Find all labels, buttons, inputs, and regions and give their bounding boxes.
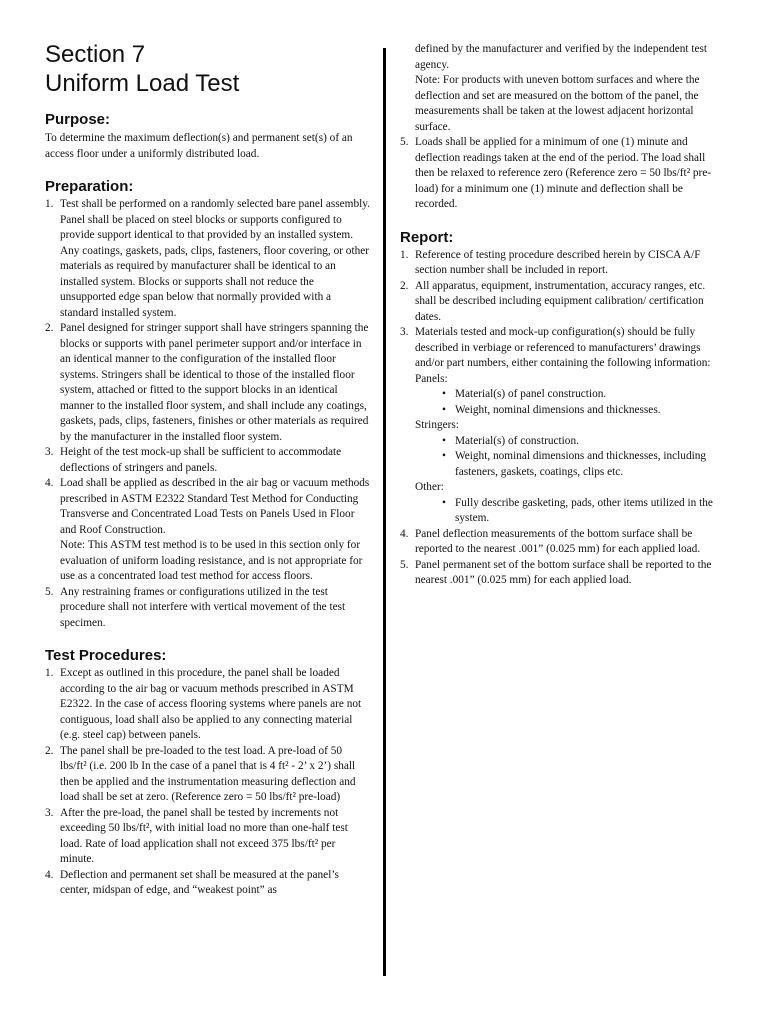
list-item — [45, 197, 370, 321]
item-text: Panel permanent set of the bottom surface shall be reported to the nearest .001” (0.025 mm) for each applied load. — [415, 558, 712, 586]
item-text: All apparatus, equipment, instrumentation, accuracy ranges, etc. shall be described including equipment calibration/ certification dates. — [415, 279, 706, 323]
bullet-item — [400, 434, 722, 450]
item-number: 5. — [45, 585, 54, 598]
list-item — [400, 135, 722, 213]
group-label-other: Other: — [415, 481, 444, 493]
list-item — [400, 325, 722, 372]
bullet-text: Material(s) of construction. — [455, 434, 579, 447]
item-text: The panel shall be pre-loaded to the test load. A pre-load of 50 lbs/ft² (i.e. 200 lb In the case of a panel that is 4 ft² - 2’ x 2’) shall then be applied and the instrumentation measuring deflection and load shall be set at zero. (Reference zero = 50 lbs/ft² pre-load) — [60, 744, 356, 803]
item-text-part-2: defined by the manufacturer and verified by the independent test agency. — [415, 43, 708, 71]
list-item — [400, 558, 722, 589]
item-note: Note: For products with uneven bottom surfaces and where the deflection and set are measured on the bottom of the panel, the measurements shall be taken at the lowest adjacent horizontal surface. — [415, 74, 700, 133]
bullet-item — [400, 403, 722, 419]
bullet-icon: • — [442, 496, 446, 509]
list-item — [45, 666, 370, 744]
list-item — [400, 248, 722, 279]
item-number: 5. — [400, 558, 409, 571]
item-number: 5. — [400, 136, 409, 148]
list-item — [400, 279, 722, 326]
item-text: Except as outlined in this procedure, the panel shall be loaded according to the air bag or vacuum methods prescribed in ASTM E2322. In the case of access flooring systems where panels are not contiguous, load shall also be applied to any connecting material (e.g. steel cap) between panels. — [60, 667, 362, 741]
list-item — [45, 585, 370, 632]
report-list — [400, 248, 722, 589]
purpose-heading: Purpose: — [45, 111, 111, 128]
bullet-item — [400, 387, 722, 403]
item-text: After the pre-load, the panel shall be tested by increments not exceeding 50 lbs/ft², with initial load no more than one-half test load. Rate of load application shall not exceed 375 lbs/ft² per minute. — [60, 806, 348, 865]
preparation-heading: Preparation: — [45, 178, 134, 195]
item-number: 1. — [400, 248, 409, 261]
item-number: 3. — [45, 446, 54, 458]
bullet-text: Material(s) of panel construction. — [455, 388, 607, 400]
item-number: 4. — [400, 527, 409, 540]
list-item — [45, 321, 370, 445]
item-text: Load shall be applied as described in the air bag or vacuum methods prescribed in ASTM E2322 Standard Test Method for Conducting Transverse and Concentrated Load Tests on Panels Used in Floor and Roof Construction. — [60, 477, 370, 536]
item-number: 2. — [45, 322, 54, 334]
bullet-item — [400, 449, 722, 480]
test-procedures-list — [45, 666, 370, 899]
column-divider — [383, 48, 386, 976]
list-item — [400, 527, 722, 558]
item-number: 3. — [400, 326, 409, 338]
section-title: Uniform Load Test — [45, 70, 240, 97]
list-item-continued — [400, 42, 722, 135]
item-text: Any restraining frames or configurations utilized in the test procedure shall not interfere with vertical movement of the test specimen. — [60, 585, 346, 629]
item-text: Test shall be performed on a randomly selected bare panel assembly. Panel shall be placed on steel blocks or supports configured to provide support identical to that provided by an installed system. Any coatings, gaskets, pads, clips, fasteners, floor covering, or other materials as required by manufacturer shall be identical to an installed system. Blocks or supports shall not reduce the unsupported edge span below that normally provided with a standard installed system. — [60, 198, 370, 319]
item-text: Reference of testing procedure described herein by CISCA A/F section number shall be included in report. — [415, 248, 701, 276]
item-number: 2. — [400, 279, 409, 292]
group-label-panels: Panels: — [415, 372, 448, 385]
bullet-text: Weight, nominal dimensions and thicknesses. — [455, 403, 661, 416]
bullet-icon: • — [442, 450, 446, 462]
item-text: Panel deflection measurements of the bottom surface shall be reported to the nearest .001” (0.025 mm) for each applied load. — [415, 527, 701, 555]
list-item — [45, 476, 370, 585]
test-procedures-continued — [400, 42, 722, 213]
section-label: Section 7 — [45, 41, 146, 68]
list-item — [45, 868, 370, 899]
item-number: 3. — [45, 806, 54, 819]
preparation-list — [45, 197, 370, 631]
item-text: Height of the test mock-up shall be sufficient to accommodate deflections of stringers and panels. — [60, 446, 342, 474]
bullet-item — [400, 496, 722, 527]
item-text-part-1: Deflection and permanent set shall be measured at the panel’s center, midspan of edge, and “weakest point” as — [60, 868, 339, 896]
bullet-icon: • — [442, 434, 446, 447]
bullet-text: Weight, nominal dimensions and thicknesses, including fasteners, gaskets, coatings, clips etc. — [455, 450, 707, 478]
left-column — [45, 0, 370, 899]
item-number: 1. — [45, 198, 54, 210]
item-note: Note: This ASTM test method is to be used in this section only for evaluation of uniform loading resistance, and is not appropriate for use as a concentrated load test method for access floors. — [60, 539, 363, 582]
item-number: 4. — [45, 477, 54, 489]
report-heading: Report: — [400, 228, 454, 246]
purpose-text: To determine the maximum deflection(s) and permanent set(s) of an access floor under a uniformly distributed load. — [45, 132, 353, 160]
bullet-icon: • — [442, 388, 446, 400]
right-column — [400, 0, 722, 589]
test-procedures-heading: Test Procedures: — [45, 647, 167, 664]
item-number: 1. — [45, 667, 54, 679]
item-number: 4. — [45, 868, 54, 881]
list-item — [45, 806, 370, 868]
item-text: Panel designed for stringer support shall have stringers spanning the blocks or supports with panel perimeter support and/or interface in an identical manner to the configuration of the installed floor systems. Stringers shall be identical to those of the installed floor system, attached or fitted to the support blocks in an identical manner to the installed floor system, and shall include any coatings, gaskets, pads, clips, fasteners, finishes or other materials as required by the manufacturer in the installed floor system. — [60, 322, 369, 443]
bullet-text: Fully describe gasketing, pads, other items utilized in the system. — [455, 496, 713, 524]
section-header — [45, 40, 370, 98]
item-text: Materials tested and mock-up configuration(s) should be fully described in verbiage or referenced to manufacturers’ drawings and/or part numbers, either containing the following information: — [415, 326, 711, 369]
list-item — [45, 445, 370, 476]
item-text: Loads shall be applied for a minimum of one (1) minute and deflection readings taken at the end of the period. The load shall then be relaxed to reference zero (Reference zero = 50 lbs/ft² pre-load) for a minimum one (1) minute and deflection shall be recorded. — [415, 136, 712, 210]
bullet-icon: • — [442, 403, 446, 416]
item-number: 2. — [45, 744, 54, 757]
list-item — [45, 744, 370, 806]
group-label-stringers: Stringers: — [415, 419, 459, 431]
